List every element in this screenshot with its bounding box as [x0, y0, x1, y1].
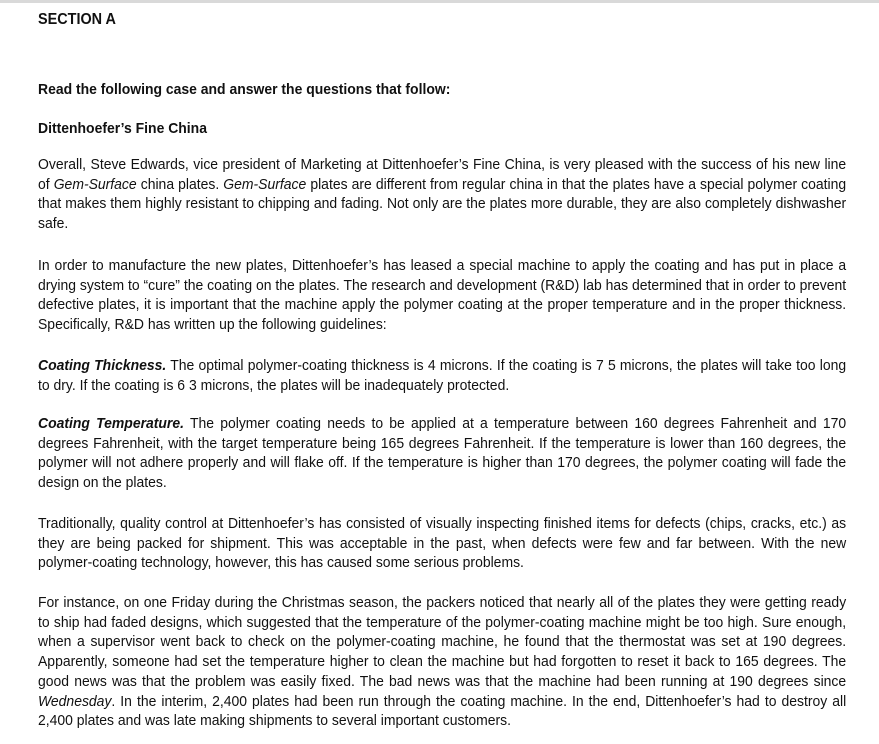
text-run: china plates.	[136, 175, 224, 193]
paragraph-introduction	[38, 155, 846, 234]
coating-temperature-heading: Coating Temperature.	[38, 415, 184, 432]
text-run: . In the interim, 2,400 plates had been run through the coating machine. In the end, Dittenhoefer’s had to destroy all 2,400 plates and was late making shipments to several important customers.	[38, 692, 847, 730]
section-heading: SECTION A	[38, 11, 116, 28]
text-run: For instance, on one Friday during the Christmas season, the packers noticed that nearly all of the plates they were getting ready to ship had faded designs, which suggested that the temperature of the polymer-coating machine might be too high. Sure enough, when a supervisor went back to check on the polymer-coating machine, he found that the thermostat was set at 190 degrees. Apparently, someone had set the temperature higher to clean the machine but had forgotten to reset it back to 165 degrees. The good news was that the problem was easily fixed. The bad news was that the machine had been running at 190 degrees since	[38, 594, 847, 690]
paragraph-quality-control: Traditionally, quality control at Dittenhoefer’s has consisted of visually inspecting finished items for defects (chips, cracks, etc.) as they are being packed for shipment. This was acceptable in the past, when defects were few and far between. With the new polymer-coating technology, however, this has caused some serious problems.	[38, 515, 847, 572]
paragraph-manufacturing: In order to manufacture the new plates, Dittenhoefer’s has leased a special machine to apply the coating and has put in place a drying system to “cure” the coating on the plates. The research and development (R&D) lab has determined that in order to prevent defective plates, it is important that the machine apply the polymer coating at the proper temperature and in the proper thickness. Specifically, R&D has written up the following guidelines:	[38, 257, 847, 334]
page-top-border	[0, 0, 879, 3]
text-run: The polymer coating needs to be applied at a temperature between 160 degrees Fahrenheit and 170 degrees Fahrenheit, with the target temperature being 165 degrees Fahrenheit. If the temperature is lower than 160 degrees, the polymer will not adhere properly and will flake off. If the temperature is higher than 170 degrees, the polymer coating will fade the design on the plates.	[38, 415, 847, 492]
case-instruction: Read the following case and answer the questions that follow:	[38, 81, 451, 98]
day-italic: Wednesday	[38, 692, 112, 710]
product-name-italic: Gem-Surface	[53, 175, 137, 193]
paragraph-coating-temperature	[38, 414, 846, 493]
coating-thickness-heading: Coating Thickness.	[38, 357, 167, 374]
document-body	[38, 10, 847, 730]
paragraph-incident	[38, 593, 846, 731]
text-run: Overall, Steve Edwards, vice president of Marketing at Dittenhoefer’s Fine China, is very pleased with the success of his new line of	[38, 156, 847, 193]
text-run: plates are different from regular china in that the plates have a special polymer coating that makes them highly resistant to chipping and fading. Not only are the plates more durable, they are also completely dishwasher safe.	[38, 175, 847, 233]
text-run: The optimal polymer-coating thickness is 4 microns. If the coating is 7 5 microns, the plates will take too long to dry. If the coating is 6 3 microns, the plates will be inadequately protected.	[38, 357, 847, 394]
product-name-italic: Gem-Surface	[223, 175, 307, 193]
paragraph-coating-thickness	[38, 356, 846, 395]
case-title: Dittenhoefer’s Fine China	[38, 120, 207, 137]
